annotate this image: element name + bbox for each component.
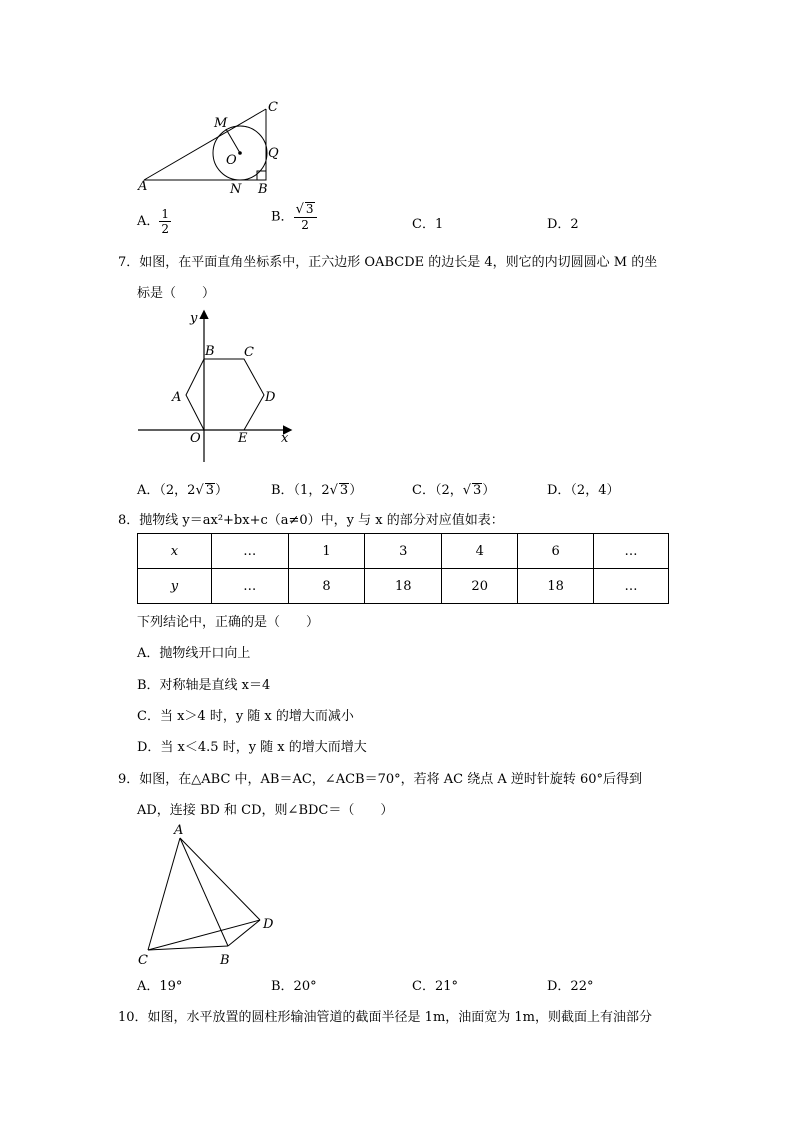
table-cell: … — [211, 534, 288, 569]
fig9-label-d: D — [263, 917, 274, 932]
fig7-label-a: A — [172, 390, 182, 405]
q6-figure — [130, 96, 290, 198]
fig7-label-d: D — [265, 390, 276, 405]
q7-figure — [130, 304, 300, 466]
q8-option-d: D．当 x＜4.5 时，y 随 x 的增大而增大 — [137, 740, 367, 755]
q9-figure — [130, 820, 280, 970]
q9-option-b: B．20° — [271, 979, 317, 994]
q6-option-b: B． $\frac{√ 3}{2}$ — [271, 202, 317, 232]
q9-stem-line2: AD，连接 BD 和 CD，则∠BDC＝（ ） — [137, 803, 394, 818]
fig9-label-a: A — [174, 823, 184, 838]
q6-option-a-denominator: 2 — [161, 222, 170, 236]
table-cell: x — [138, 534, 212, 569]
table-row — [138, 569, 669, 604]
table-cell: … — [211, 569, 288, 604]
q7-option-b: B．（1，2√ 3） — [271, 483, 363, 498]
fig7-label-e: E — [238, 431, 248, 446]
table-cell: 3 — [365, 534, 442, 569]
q7-option-c: C．（2，√ 3） — [412, 483, 496, 498]
q8-value-table — [137, 533, 669, 604]
table-cell: 1 — [288, 534, 365, 569]
fig9-label-c: C — [138, 953, 148, 968]
q7-option-a: A．（2，2√ 3） — [137, 483, 229, 498]
table-cell: 6 — [518, 534, 594, 569]
fig7-label-y: y — [190, 311, 198, 326]
fig7-label-o: O — [190, 431, 201, 446]
table-cell: 20 — [442, 569, 518, 604]
fig6-label-b: B — [258, 182, 268, 197]
fig6-label-m: M — [214, 116, 228, 131]
fig6-label-q: Q — [268, 146, 279, 161]
fig7-label-b: B — [205, 344, 215, 359]
fig6-label-n: N — [230, 182, 242, 197]
table-cell: … — [594, 569, 669, 604]
table-cell: 18 — [365, 569, 442, 604]
q7-stem-line1: 7．如图，在平面直角坐标系中，正六边形 OABCDE 的边长是 4，则它的内切圆圆心 M 的坐 — [118, 255, 658, 270]
table-cell: 4 — [442, 534, 518, 569]
q7-option-d: D．（2，4） — [547, 483, 620, 498]
fig6-label-a: A — [138, 179, 148, 194]
table-cell: … — [594, 534, 669, 569]
table-cell: 18 — [518, 569, 594, 604]
table-cell: y — [138, 569, 212, 604]
q6-option-d: D．2 — [547, 217, 579, 232]
q8-option-a: A．抛物线开口向上 — [137, 646, 251, 661]
fig6-label-c: C — [268, 100, 278, 115]
fig7-label-c: C — [244, 345, 254, 360]
fig6-label-o: O — [226, 153, 237, 168]
q9-option-c: C．21° — [412, 979, 458, 994]
table-row — [138, 534, 669, 569]
q9-option-d: D．22° — [547, 979, 594, 994]
q8-option-c: C．当 x＞4 时，y 随 x 的增大而减小 — [137, 709, 354, 724]
fig7-label-x: x — [281, 431, 289, 446]
q9-option-a: A．19° — [137, 979, 183, 994]
q7-stem-line2: 标是（ ） — [137, 286, 216, 301]
q6-option-a-numerator: 1 — [161, 207, 170, 221]
q6-option-b-radicand: 3 — [305, 202, 314, 216]
q10-stem-line1: 10．如图，水平放置的圆柱形输油管道的截面半径是 1m，油面宽为 1m，则截面上有油部分 — [118, 1010, 653, 1025]
q8-stem: 8．抛物线 y＝ax²+bx+c（a≠0）中，y 与 x 的部分对应值如表： — [118, 513, 504, 528]
table-cell: 8 — [288, 569, 365, 604]
q8-option-b: B．对称轴是直线 x＝4 — [137, 678, 271, 693]
fig9-label-b: B — [220, 953, 230, 968]
q6-option-b-denominator: 2 — [301, 218, 309, 232]
q8-prompt: 下列结论中，正确的是（ ） — [137, 615, 320, 630]
q6-option-c: C．1 — [412, 217, 444, 232]
q6-option-a: A． $\frac{1}{2}$ — [137, 207, 170, 236]
q9-stem-line1: 9．如图，在△ABC 中，AB＝AC，∠ACB＝70°，若将 AC 绕点 A 逆时针旋转 60°后得到 — [118, 772, 643, 787]
